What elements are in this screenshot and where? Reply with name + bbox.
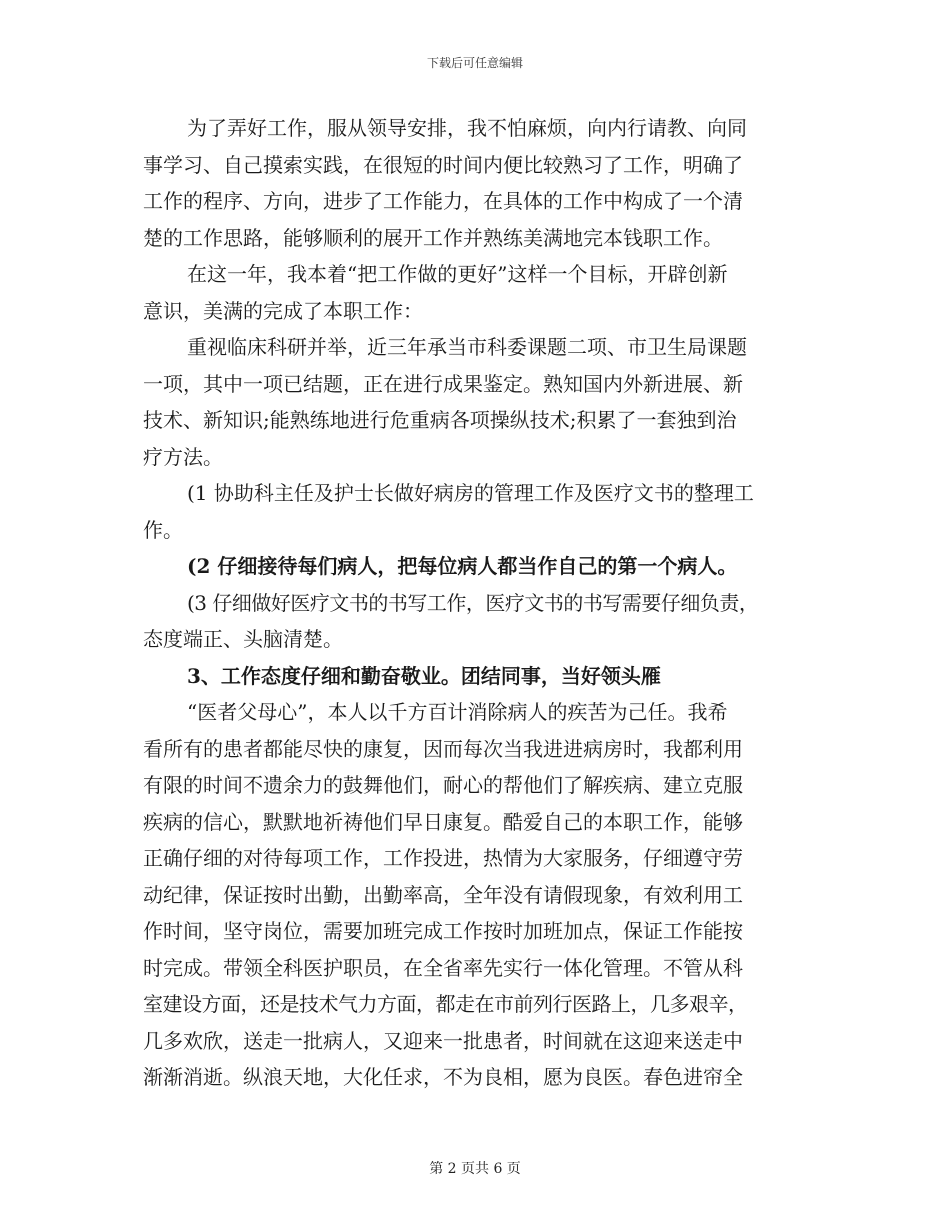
paragraph-line: “医者父母心”，本人以千方百计消除病人的疾苦为己任。我希	[187, 700, 728, 724]
document-body	[143, 110, 808, 1096]
paragraph-line: 楚的工作思路，能够顺利的展开工作并熟练美满地完本钱职工作。	[143, 225, 723, 250]
paragraph-line: 看所有的患者都能尽快的康复，因而每次当我进进病房时，我都利用	[143, 736, 743, 761]
paragraph-line: 渐渐消逝。纵浪天地，大化任求，不为良相，愿为良医。春色进帘全	[143, 1065, 743, 1089]
paragraph-line: 工作的程序、方向，进步了工作能力，在具体的工作中构成了一个清	[143, 189, 743, 213]
paragraph-line: (1 协助科主任及护士长做好病房的管理工作及医疗文书的整理工	[187, 481, 754, 505]
paragraph-line-bold: (2 仔细接待每们病人，把每位病人都当作自己的第一个病人。	[187, 554, 738, 578]
paragraph-line: 有限的时间不遗余力的鼓舞他们，耐心的帮他们了解疾病、建立克服	[143, 773, 743, 797]
paragraph-line: 意识，美满的完成了本职工作：	[143, 298, 423, 323]
page-header: 下载后可任意编辑	[426, 56, 523, 70]
paragraph-line: 几多欢欣，送走一批病人，又迎来一批患者，时间就在这迎来送走中	[143, 1028, 743, 1053]
paragraph-line: (3 仔细做好医疗文书的书写工作，医疗文书的书写需要仔细负责，	[187, 590, 759, 615]
paragraph-line: 重视临床科研并举，近三年承当市科委课题二项、市卫生局课题	[187, 335, 747, 359]
paragraph-line: 作时间，坚守岗位，需要加班完成工作按时加班加点，保证工作能按	[143, 919, 743, 943]
paragraph-line: 作。	[143, 517, 183, 542]
paragraph-line: 室建设方面，还是技术气力方面，都走在市前列行医路上，几多艰辛，	[143, 992, 748, 1016]
paragraph-line: 疗方法。	[143, 444, 223, 469]
paragraph-line: 一项，其中一项已结题，正在进行成果鉴定。熟知国内外新进展、新	[143, 371, 743, 396]
paragraph-line: 态度端正、头脑清楚。	[143, 627, 343, 651]
paragraph-line: 事学习、自己摸索实践，在很短的时间内便比较熟习了工作，明确了	[143, 152, 743, 177]
paragraph-line: 为了弄好工作，服从领导安排，我不怕麻烦，向内行请教、向同	[187, 116, 747, 140]
paragraph-line: 在这一年，我本着“把工作做的更好”这样一个目标，开辟创新	[187, 262, 728, 286]
section-heading: 3、工作态度仔细和勤奋敬业。团结同事，当好领头雁	[187, 663, 661, 688]
page-footer: 第 2 页共 6 页	[429, 1161, 521, 1177]
paragraph-line: 正确仔细的对待每项工作，工作投进，热情为大家服务，仔细遵守劳	[143, 846, 743, 870]
paragraph-line: 动纪律，保证按时出勤，出勤率高，全年没有请假现象，有效利用工	[143, 882, 743, 907]
paragraph-line: 时完成。带领全科医护职员，在全省率先实行一体化管理。不管从科	[143, 955, 743, 980]
paragraph-line: 疾病的信心，默默地祈祷他们早日康复。酷爱自己的本职工作，能够	[143, 809, 743, 834]
paragraph-line: 技术、新知识;能熟练地进行危重病各项操纵技术;积累了一套独到治	[143, 408, 737, 432]
